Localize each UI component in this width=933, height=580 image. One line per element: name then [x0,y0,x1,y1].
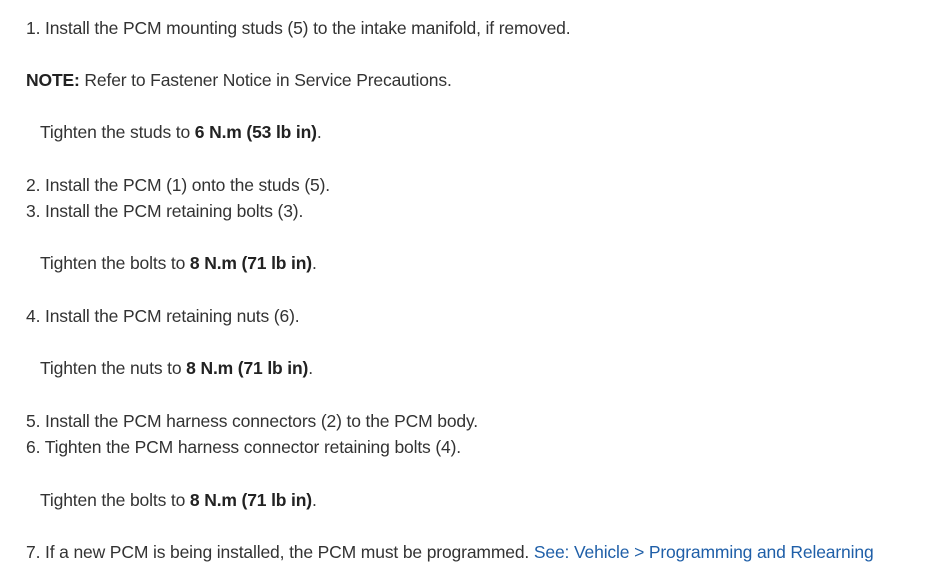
step-6 [26,436,461,458]
torque-prefix: Tighten the studs to [40,122,195,142]
step-2 [26,174,330,196]
note-text: Refer to Fastener Notice in Service Precautions. [79,70,452,90]
torque-suffix: . [312,490,317,510]
torque-prefix: Tighten the bolts to [40,253,190,273]
step-4 [26,305,299,327]
torque-value: 8 N.m (71 lb in) [186,358,309,378]
step-5-text: 5. Install the PCM harness connectors (2) to the PCM body. [26,411,479,431]
torque-value: 6 N.m (53 lb in) [194,122,317,142]
step-7-text: 7. If a new PCM is being installed, the PCM must be programmed. [26,542,534,562]
torque-value: 8 N.m (71 lb in) [189,490,312,510]
step-3 [26,200,303,222]
step-5 [26,410,478,432]
torque-spec-connector-bolts [40,489,317,511]
torque-spec-nuts [40,357,313,379]
step-7 [26,541,874,563]
step-1-text: 1. Install the PCM mounting studs (5) to the intake manifold, if removed. [26,18,571,38]
torque-spec-bolts [40,252,317,274]
step-1 [26,17,570,39]
torque-prefix: Tighten the bolts to [40,490,190,510]
note [26,69,452,91]
step-4-text: 4. Install the PCM retaining nuts (6). [26,306,300,326]
step-2-text: 2. Install the PCM (1) onto the studs (5). [26,175,330,195]
torque-suffix: . [316,122,322,142]
torque-spec-studs [40,121,322,143]
torque-suffix: . [308,358,313,378]
note-label: NOTE: [26,70,80,90]
step-3-text: 3. Install the PCM retaining bolts (3). [26,201,304,221]
torque-suffix: . [312,253,317,273]
step-6-text: 6. Tighten the PCM harness connector retaining bolts (4). [26,437,462,457]
torque-prefix: Tighten the nuts to [40,358,187,378]
programming-relearning-link[interactable]: See: Vehicle > Programming and Relearning [533,542,874,562]
torque-value: 8 N.m (71 lb in) [189,253,312,273]
